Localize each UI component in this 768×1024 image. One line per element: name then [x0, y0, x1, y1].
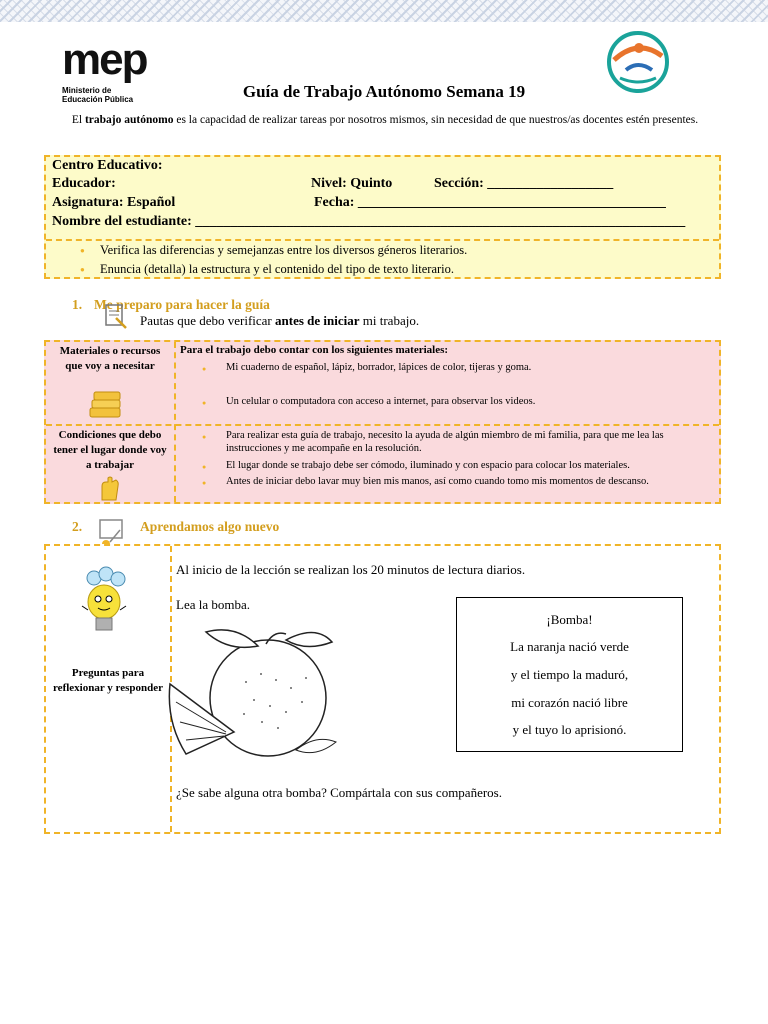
- materials-table: [44, 340, 721, 504]
- hands-icon: [96, 474, 124, 502]
- student-info-box: [44, 155, 721, 279]
- section-1-subtitle: Pautas que debo verificar antes de iniciar mi trabajo.: [140, 313, 420, 328]
- table-vertical-divider: [174, 342, 176, 502]
- conditions-item-3: ● Antes de iniciar debo lavar muy bien mis manos, así como cuando tomo mis momentos de descanso.: [226, 475, 696, 488]
- page-title: Guía de Trabajo Autónomo Semana 19: [242, 82, 526, 101]
- poem-box: [456, 597, 683, 752]
- table-horizontal-divider: [46, 424, 719, 426]
- decorative-top-band: [0, 0, 768, 22]
- conditions-item-2: ● El lugar donde se trabajo debe ser cómodo, iluminado y con espacio para colocar los materiales.: [226, 459, 716, 472]
- materials-row-title: Materiales o recursos que voy a necesitar: [59, 345, 161, 372]
- intro-post: es la capacidad de realizar tareas por nosotros mismos, sin necesidad de que nuestros/as docentes estén presentes.: [173, 114, 699, 126]
- poem-line-2: La naranja nació verde: [510, 639, 629, 654]
- reflection-label: Preguntas para reflexionar y responder: [53, 667, 163, 694]
- nivel-label: Nivel: Quinto: [311, 176, 393, 191]
- materials-item-2: ● Un celular o computadora con acceso a internet, para observar los videos.: [226, 395, 706, 408]
- lesson-question: ¿Se sabe alguna otra bomba? Compártala con sus compañeros.: [176, 785, 502, 800]
- poem-line-1: ¡Bomba!: [546, 612, 593, 627]
- section-2-number: 2.: [72, 519, 83, 534]
- orange-illustration: [166, 622, 352, 762]
- seccion-field[interactable]: Sección: __________________: [434, 176, 614, 191]
- poem-line-5: y el tuyo lo aprisionó.: [512, 722, 627, 737]
- logo-sub-1: Ministerio de: [62, 86, 112, 95]
- section-1-title: Me preparo para hacer la guía: [94, 297, 270, 312]
- nombre-estudiante-field[interactable]: Nombre del estudiante: ______________________________________________________________________: [52, 214, 686, 229]
- educador-label: Educador:: [52, 176, 116, 191]
- books-icon: [88, 390, 124, 420]
- poem-line-3: y el tiempo la maduró,: [510, 667, 629, 682]
- intro-bold: trabajo autónomo: [84, 114, 174, 126]
- objective-1: ● Verifica las diferencias y semejanzas entre los diversos géneros literarios.: [100, 243, 467, 258]
- fecha-field[interactable]: Fecha: ____________________________________________: [314, 195, 666, 210]
- materials-heading: Para el trabajo debo contar con los siguientes materiales:: [180, 344, 449, 356]
- section-1-number: 1.: [72, 297, 83, 312]
- objective-2: ● Enuncia (detalla) la estructura y el contenido del tipo de texto literario.: [100, 262, 454, 277]
- logo-mark: mep: [62, 35, 147, 84]
- asignatura-label: Asignatura: Español: [52, 195, 176, 210]
- intro-pre: El: [71, 114, 85, 126]
- intro-text: [60, 112, 710, 128]
- checklist-icon: [102, 302, 130, 330]
- centro-educativo-label: Centro Educativo:: [52, 158, 163, 173]
- lightbulb-icon: [76, 566, 132, 636]
- info-divider: [46, 239, 719, 241]
- lesson-line-1: Al inicio de la lección se realizan los 20 minutos de lectura diarios.: [176, 562, 526, 577]
- section-2-title: Aprendamos algo nuevo: [140, 519, 280, 534]
- lesson-line-2: Lea la bomba.: [176, 597, 250, 612]
- conditions-item-1: ● Para realizar esta guía de trabajo, necesito la ayuda de algún miembro de mi familia, para que me lea las instrucciones y me acompañe en la resolución.: [226, 429, 716, 455]
- poem-line-4: mi corazón nació libre: [511, 695, 628, 710]
- conditions-row-title: Condiciones que debo tener el lugar donde voy a trabajar: [53, 429, 167, 471]
- materials-item-1: ● Mi cuaderno de español, lápiz, borrador, lápices de color, tijeras y goma.: [226, 361, 706, 374]
- logo-sub-2: Educación Pública: [62, 95, 134, 104]
